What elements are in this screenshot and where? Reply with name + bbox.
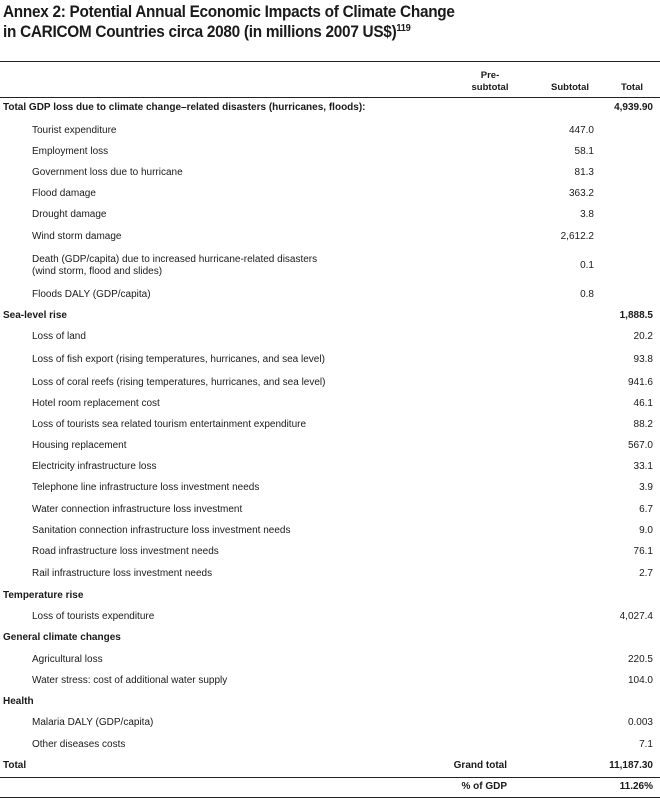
row-label: Water connection infrastructure loss investment [32, 504, 243, 515]
title-line-1: Annex 2: Potential Annual Economic Impacts of Climate Change [3, 3, 455, 21]
row-total: 6.7 [639, 504, 653, 515]
row-label: Loss of fish export (rising temperatures, hurricanes, and sea level) [32, 354, 325, 365]
row-label: Agricultural loss [32, 654, 103, 665]
section-total: 1,888.5 [619, 310, 653, 321]
row-label-continued: (wind storm, flood and slides) [32, 266, 163, 277]
row-total: 220.5 [627, 654, 653, 665]
column-header-presubtotal [460, 70, 520, 94]
row-total: 4,027.4 [619, 611, 653, 622]
row-total: 7.1 [639, 739, 653, 750]
row-subtotal: 2,612.2 [560, 231, 594, 242]
total-label: Total [3, 760, 27, 771]
section-label: Total GDP loss due to climate change–related disasters (hurricanes, floods): [3, 102, 366, 113]
row-subtotal: 3.8 [580, 209, 594, 220]
row-subtotal: 0.8 [580, 289, 594, 300]
gdp-share-value: 11.26% [619, 781, 653, 792]
section-label: Sea-level rise [3, 310, 67, 321]
row-total: 3.9 [639, 482, 653, 493]
row-total: 567.0 [627, 440, 653, 451]
row-label: Housing replacement [32, 440, 127, 451]
row-label: Rail infrastructure loss investment needs [32, 568, 213, 579]
row-label: Loss of land [32, 331, 86, 342]
grand-total-value: 11,187.30 [609, 760, 653, 771]
row-subtotal: 447.0 [568, 125, 594, 136]
row-total: 88.2 [633, 419, 653, 430]
row-subtotal: 0.1 [580, 260, 594, 271]
title-footnote: 119 [396, 23, 411, 34]
row-total: 20.2 [633, 331, 653, 342]
header-rule [0, 97, 660, 98]
column-header-presubtotal-line1: Pre- [480, 70, 500, 81]
section-label: Health [3, 696, 34, 707]
row-total: 0.003 [627, 717, 653, 728]
row-subtotal: 81.3 [574, 167, 594, 178]
row-label: Sanitation connection infrastructure loss investment needs [32, 525, 291, 536]
row-total: 104.0 [627, 675, 653, 686]
row-label: Other diseases costs [32, 739, 126, 750]
row-total: 941.6 [627, 377, 653, 388]
row-label: Loss of coral reefs (rising temperatures, hurricanes, and sea level) [32, 377, 326, 388]
row-total: 9.0 [639, 525, 653, 536]
row-label: Malaria DALY (GDP/capita) [32, 717, 154, 728]
column-header-subtotal: Subtotal [551, 82, 589, 93]
column-header-total: Total [621, 82, 643, 93]
row-label: Wind storm damage [32, 231, 122, 242]
row-label: Electricity infrastructure loss [32, 461, 157, 472]
row-label: Telephone line infrastructure loss investment needs [32, 482, 260, 493]
gdp-share-label: % of GDP [461, 781, 507, 792]
row-label: Water stress: cost of additional water supply [32, 675, 228, 686]
row-label: Employment loss [32, 146, 109, 157]
section-label: Temperature rise [3, 590, 84, 601]
bottom-rule [0, 797, 660, 798]
row-label: Death (GDP/capita) due to increased hurricane-related disasters [32, 254, 318, 265]
row-label: Road infrastructure loss investment needs [32, 546, 219, 557]
row-total: 2.7 [639, 568, 653, 579]
title-line-2-text: in CARICOM Countries circa 2080 (in millions 2007 US$) [3, 23, 397, 41]
row-total: 93.8 [633, 354, 653, 365]
grand-total-label: Grand total [453, 760, 507, 771]
column-header-presubtotal-line2: subtotal [471, 82, 509, 93]
table-title [3, 2, 598, 42]
section-label: General climate changes [3, 632, 121, 643]
row-subtotal: 363.2 [568, 188, 594, 199]
row-label: Loss of tourists sea related tourism entertainment expenditure [32, 419, 307, 430]
row-label: Tourist expenditure [32, 125, 117, 136]
top-rule [0, 61, 660, 62]
row-label: Hotel room replacement cost [32, 398, 160, 409]
row-label: Floods DALY (GDP/capita) [32, 289, 151, 300]
grand-total-rule [0, 777, 660, 778]
title-line-2 [3, 22, 598, 42]
row-label: Flood damage [32, 188, 96, 199]
row-label: Government loss due to hurricane [32, 167, 183, 178]
row-total: 33.1 [633, 461, 653, 472]
section-total: 4,939.90 [614, 102, 653, 113]
row-total: 46.1 [633, 398, 653, 409]
row-subtotal: 58.1 [574, 146, 594, 157]
row-label: Loss of tourists expenditure [32, 611, 155, 622]
row-total: 76.1 [633, 546, 653, 557]
row-label: Drought damage [32, 209, 107, 220]
